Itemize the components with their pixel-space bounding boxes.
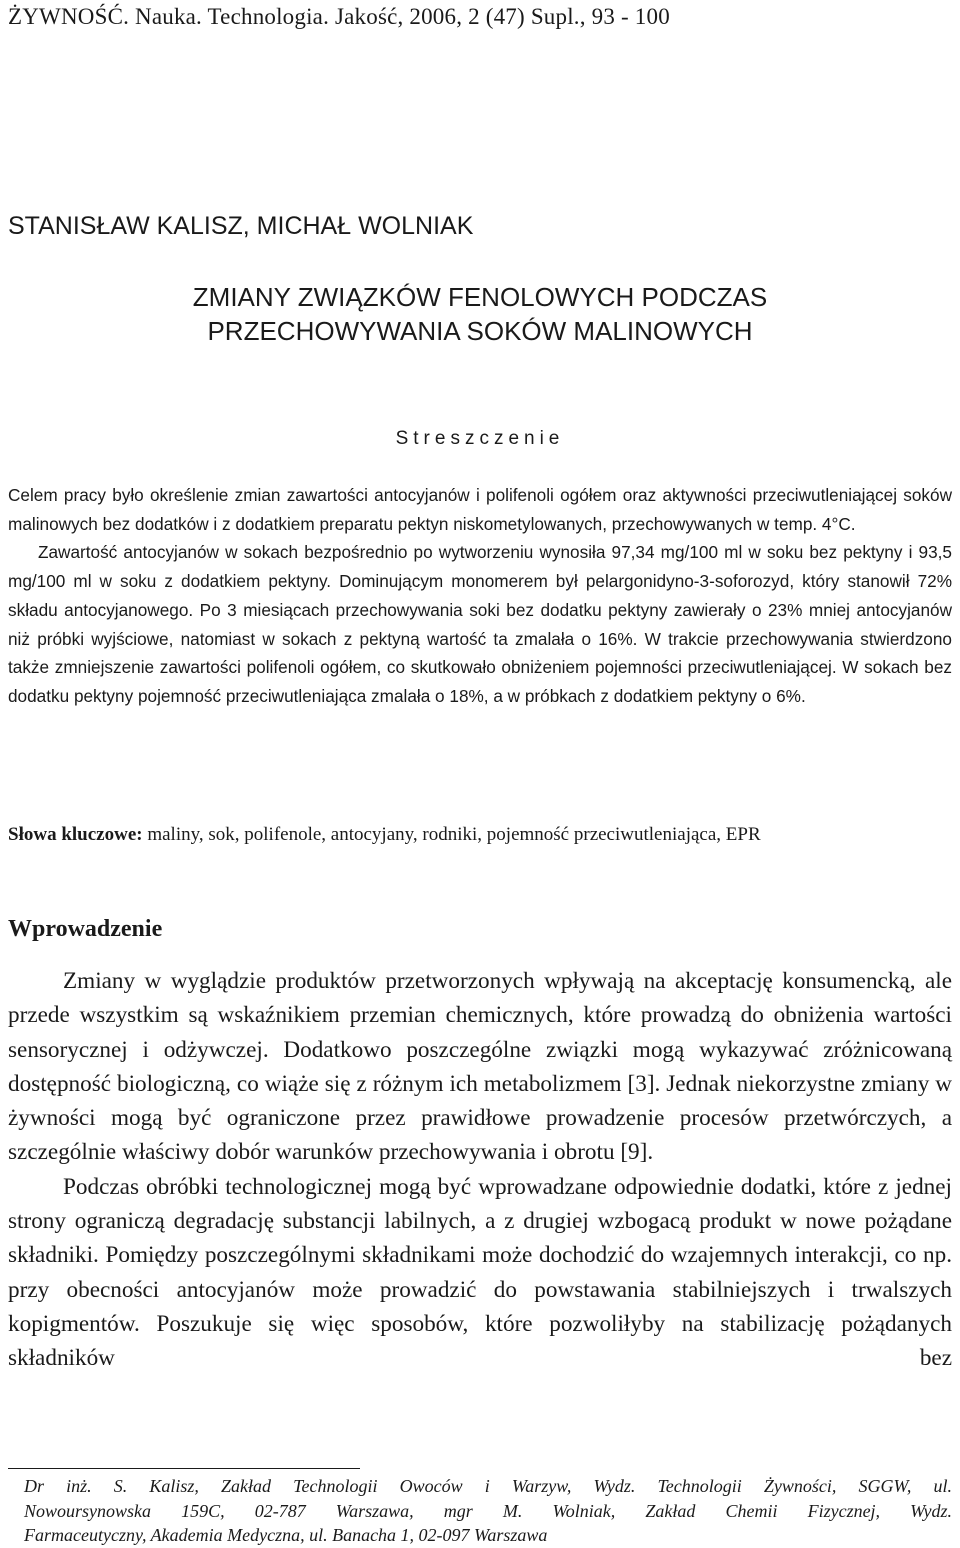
section-body (8, 964, 952, 1376)
journal-header: ŻYWNOŚĆ. Nauka. Technologia. Jakość, 2006, 2 (47) Supl., 93 - 100 (8, 4, 670, 29)
authors: STANISŁAW KALISZ, MICHAŁ WOLNIAK (8, 212, 474, 240)
abstract-paragraph-2: Zawartość antocyjanów w sokach bezpośrednio po wytworzeniu wynosiła 97,34 mg/100 ml w soku bez pektyny i 93,5 mg/100 ml w soku z dodatkiem pektyny. Dominującym monomerem był pelargonidyno-3-soforozyd, który stanowił 72% składu antocyjanowego. Po 3 miesiącach przechowywania soki bez dodatku pektyny zawierały o 23% mniej antocyjanów niż próbki wyjściowe, natomiast w sokach z pektyną wartość ta zmalała o 16%. W trakcie przechowywania stwierdzono także zmniejszenie zawartości polifenoli ogółem, co skutkowało obniżeniem pojemności przeciwutleniającej. W sokach bez dodatku pektyny pojemność przeciwutleniająca zmalała o 18%, a w próbkach z dodatkiem pektyny o 6%. (8, 542, 952, 706)
title-line-1: ZMIANY ZWIĄZKÓW FENOLOWYCH PODCZAS (192, 282, 768, 312)
abstract-paragraph-1: Celem pracy było określenie zmian zawartości antocyjanów i polifenoli ogółem oraz aktywności przeciwutleniającej soków malinowych bez dodatków i z dodatkiem preparatu pektyn niskometylowanych, przechowywanych w temp. 4°C. (8, 485, 952, 534)
abstract-heading: Streszczenie (395, 428, 565, 449)
article-title (0, 280, 960, 348)
body-paragraph-2: Podczas obróbki technologicznej mogą być wprowadzane odpowiednie dodatki, które z jednej strony ograniczą degradację substancji labilnych, a z drugiej wzbogacą produkt w nowe pożądane składniki. Pomiędzy poszczególnymi składnikami może dochodzić do wzajemnych interakcji, co np. przy obecności antocyjanów może prowadzić do powstawania stabilniejszych i trwalszych kopigmentów. Poszukuje się więc sposobów, które pozwoliłyby na stabilizację pożądanych składników bez (8, 1173, 952, 1372)
body-paragraph-1: Zmiany w wyglądzie produktów przetworzonych wpływają na akceptację konsumencką, ale przede wszystkim są wskaźnikiem przemian chemicznych, które prowadzą do obniżenia wartości sensorycznej i odżywczej. Dodatkowo poszczególne związki mogą wykazywać zróżnicowaną dostępność biologiczną, co wiąże się z różnym ich metabolizmem [3]. Jednak niekorzystne zmiany w żywności mogą być ograniczone przez prawidłowe prowadzenie procesów przetwórczych, a szczególnie właściwy dobór warunków przechowywania i obrotu [9]. (8, 968, 952, 1166)
section-heading: Wprowadzenie (8, 916, 163, 942)
footnote (24, 1474, 952, 1548)
footnote-line-2: Nowoursynowska 159C, 02-787 Warszawa, mgr M. Wolniak, Zakład Chemii Fizycznej, Wydz. (24, 1500, 952, 1521)
footnote-line-1: Dr inż. S. Kalisz, Zakład Technologii Owoców i Warzyw, Wydz. Technologii Żywności, SGGW, ul. (24, 1476, 952, 1496)
footnote-line-3: Farmaceutyczny, Akademia Medyczna, ul. Banacha 1, 02-097 Warszawa (24, 1525, 548, 1545)
title-line-2: PRZECHOWYWANIA SOKÓW MALINOWYCH (207, 316, 753, 346)
keywords-label: Słowa kluczowe: (8, 824, 143, 845)
keywords-text: maliny, sok, polifenole, antocyjany, rodniki, pojemność przeciwutleniająca, EPR (142, 824, 761, 845)
abstract (8, 481, 952, 711)
footnote-divider (8, 1468, 360, 1469)
keywords (8, 824, 761, 846)
